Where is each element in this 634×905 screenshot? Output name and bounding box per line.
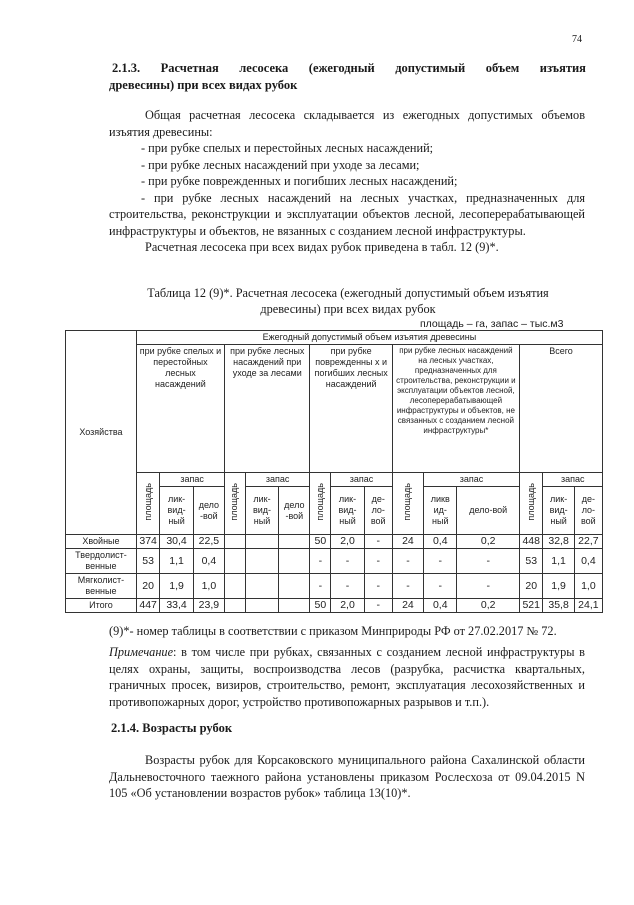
- table-cell: 448: [519, 535, 542, 549]
- table-cell: -: [364, 599, 392, 613]
- section-intro: [109, 107, 585, 256]
- row-label: Твердолист-венные: [66, 549, 137, 574]
- heading-word: Расчетная: [160, 61, 219, 75]
- table-cell: [225, 535, 246, 549]
- row-label: Итого: [66, 599, 137, 613]
- table-cell: -: [392, 549, 423, 574]
- table-cell: [245, 574, 278, 599]
- table-cell: 1,0: [193, 574, 224, 599]
- header-liquid: лик-вид-ный: [543, 487, 574, 535]
- table-cell: [225, 599, 246, 613]
- section-heading-2-1-4: 2.1.4. Возрасты рубок: [111, 721, 233, 735]
- table-cell: 24,1: [574, 599, 602, 613]
- table-cell: 0,2: [457, 535, 520, 549]
- footnote: [109, 623, 585, 640]
- header-commercial: де-ло-вой: [364, 487, 392, 535]
- list-item: - при рубке спелых и перестойных лесных насаждений;: [141, 141, 434, 155]
- table-cell: [245, 535, 278, 549]
- table-row: [66, 535, 603, 549]
- heading-line-2: древесины) при всех видах рубок: [109, 78, 298, 92]
- header-commercial: дело-вой: [457, 487, 520, 535]
- header-area: площадь: [392, 473, 423, 535]
- caption-line-2: древесины) при всех видах рубок: [260, 302, 436, 316]
- header-stock: запас: [160, 473, 225, 487]
- table-cell: -: [457, 574, 520, 599]
- heading-line-1: [112, 60, 586, 77]
- note: [109, 644, 585, 710]
- table-cell: 50: [310, 599, 331, 613]
- row-label: Мягколист-венные: [66, 574, 137, 599]
- header-commercial: дело -вой: [193, 487, 224, 535]
- table-cell: 53: [519, 549, 542, 574]
- caption-line-1: Таблица 12 (9)*. Расчетная лесосека (ежегодный допустимый объем изъятия: [147, 286, 549, 300]
- table-cell: 374: [136, 535, 159, 549]
- table-cell: 23,9: [193, 599, 224, 613]
- table-cell: -: [424, 549, 457, 574]
- heading-word: объем: [485, 61, 520, 75]
- table-cell: 20: [519, 574, 542, 599]
- table-cell: 1,9: [160, 574, 193, 599]
- list-item: - при рубке поврежденных и погибших лесных насаждений;: [141, 174, 458, 188]
- table-cell: [279, 574, 310, 599]
- list-item: - при рубке лесных насаждений при уходе за лесами;: [141, 157, 420, 172]
- header-group-4: при рубке лесных насаждений на лесных участках, предназначенных для строительства, реконструкции и эксплуатации объектов лесной, лесоперерабатывающей инфраструктуры и объектов, не связанных с созданием лесной инфраструктуры*: [392, 345, 519, 473]
- section-heading-2-1-3: [109, 60, 586, 94]
- heading-word: допустимый: [395, 61, 466, 75]
- page-number: 74: [572, 34, 582, 45]
- table-cell: [225, 574, 246, 599]
- table-cell: -: [424, 574, 457, 599]
- list-item: - при рубке лесных насаждений на лесных участках, предназначенных для строительства, реконструкции и эксплуатации объектов лесной, лесоперерабатывающей инфраструктуры и объектов, не вязанных с созданием лесной инфраструктуры.: [109, 190, 585, 238]
- table-cell: 0,2: [457, 599, 520, 613]
- table-cell: -: [331, 549, 364, 574]
- header-liquid: лик-вид-ный: [245, 487, 278, 535]
- header-group-2: при рубке лесных насаждений при уходе за лесами: [225, 345, 310, 473]
- table-cell: -: [364, 549, 392, 574]
- heading-word: 2.1.3.: [112, 61, 141, 75]
- header-area: площадь: [519, 473, 542, 535]
- table-cell: 22,5: [193, 535, 224, 549]
- header-liquid: лик-вид-ный: [331, 487, 364, 535]
- note-label: Примечание: [109, 645, 174, 659]
- table-units: площадь – га, запас – тыс.м3: [420, 318, 564, 330]
- heading-word: лесосека: [239, 61, 289, 75]
- table-cell: [245, 549, 278, 574]
- table-cell: -: [310, 574, 331, 599]
- header-area: площадь: [310, 473, 331, 535]
- table-cell: 0,4: [193, 549, 224, 574]
- header-farm: Хозяйства: [66, 331, 137, 535]
- header-group-total: Всего: [519, 345, 602, 473]
- allowable-cut-table: [65, 330, 603, 613]
- heading-word: изъятия: [539, 61, 586, 75]
- table-cell: [245, 599, 278, 613]
- note-text: : в том числе при рубках, связанных с созданием лесной инфраструктуры в целях охраны, защиты, воспроизводства лесов (разрубка, расчистка квартальных, граничных просек, визиров, строительство, ремонт, эксплуатация лесохозяйственных и противопожарных дорог, устройство противопожарных разрывов и т.п.).: [109, 645, 585, 709]
- table-cell: -: [310, 549, 331, 574]
- table-cell: 33,4: [160, 599, 193, 613]
- table-cell: 447: [136, 599, 159, 613]
- table-reference: Расчетная лесосека при всех видах рубок приведена в табл. 12 (9)*.: [145, 240, 499, 254]
- table-cell: 32,8: [543, 535, 574, 549]
- header-area: площадь: [136, 473, 159, 535]
- table-cell: 2,0: [331, 535, 364, 549]
- table-cell: 0,4: [574, 549, 602, 574]
- table-cell: 2,0: [331, 599, 364, 613]
- header-annual-volume: Ежегодный допустимый объем изъятия древесины: [136, 331, 602, 345]
- table-cell: 30,4: [160, 535, 193, 549]
- table-cell: 24: [392, 599, 423, 613]
- header-stock: запас: [424, 473, 520, 487]
- table-cell: 1,0: [574, 574, 602, 599]
- table-cell: 1,9: [543, 574, 574, 599]
- table-row: [66, 599, 603, 613]
- table-cell: [279, 535, 310, 549]
- table-cell: 521: [519, 599, 542, 613]
- header-stock: запас: [331, 473, 393, 487]
- header-group-3: при рубке поврежденны х и погибших лесных насаждений: [310, 345, 392, 473]
- table-cell: 53: [136, 549, 159, 574]
- table-cell: -: [392, 574, 423, 599]
- header-stock: запас: [245, 473, 310, 487]
- table-row: [66, 549, 603, 574]
- table-cell: -: [364, 574, 392, 599]
- header-commercial: дело -вой: [279, 487, 310, 535]
- heading-word: (ежегодный: [308, 61, 375, 75]
- table-cell: 20: [136, 574, 159, 599]
- section2-text: [109, 752, 585, 802]
- header-liquid: лик-вид-ный: [160, 487, 193, 535]
- footnote-text: (9)*- номер таблицы в соответствии с приказом Минприроды РФ от 27.02.2017 № 72.: [109, 624, 557, 638]
- table-cell: [279, 599, 310, 613]
- header-group-1: при рубке спелых и перестойных лесных насаждений: [136, 345, 224, 473]
- table-cell: 0,4: [424, 535, 457, 549]
- table-cell: -: [364, 535, 392, 549]
- table-row: [66, 574, 603, 599]
- table-cell: 22,7: [574, 535, 602, 549]
- row-label: Хвойные: [66, 535, 137, 549]
- header-liquid: ликв ид-ный: [424, 487, 457, 535]
- table-cell: 0,4: [424, 599, 457, 613]
- section2-paragraph: Возрасты рубок для Корсаковского муниципального района Сахалинской области Дальневосточного таежного района установлены приказом Рослесхоза от 09.04.2015 N 105 «Об установлении возрастов рубок» таблица 13(10)*.: [109, 753, 585, 800]
- table-cell: 1,1: [543, 549, 574, 574]
- header-stock: запас: [543, 473, 603, 487]
- table-cell: 1,1: [160, 549, 193, 574]
- table-cell: [225, 549, 246, 574]
- table-cell: 35,8: [543, 599, 574, 613]
- table-cell: -: [457, 549, 520, 574]
- table-cell: [279, 549, 310, 574]
- header-area: площадь: [225, 473, 246, 535]
- table-caption: [110, 285, 586, 317]
- intro-text: Общая расчетная лесосека складывается из ежегодных допустимых объемов изъятия древесины:: [109, 108, 585, 139]
- table-cell: 50: [310, 535, 331, 549]
- table-cell: -: [331, 574, 364, 599]
- table-cell: 24: [392, 535, 423, 549]
- header-commercial: де-ло-вой: [574, 487, 602, 535]
